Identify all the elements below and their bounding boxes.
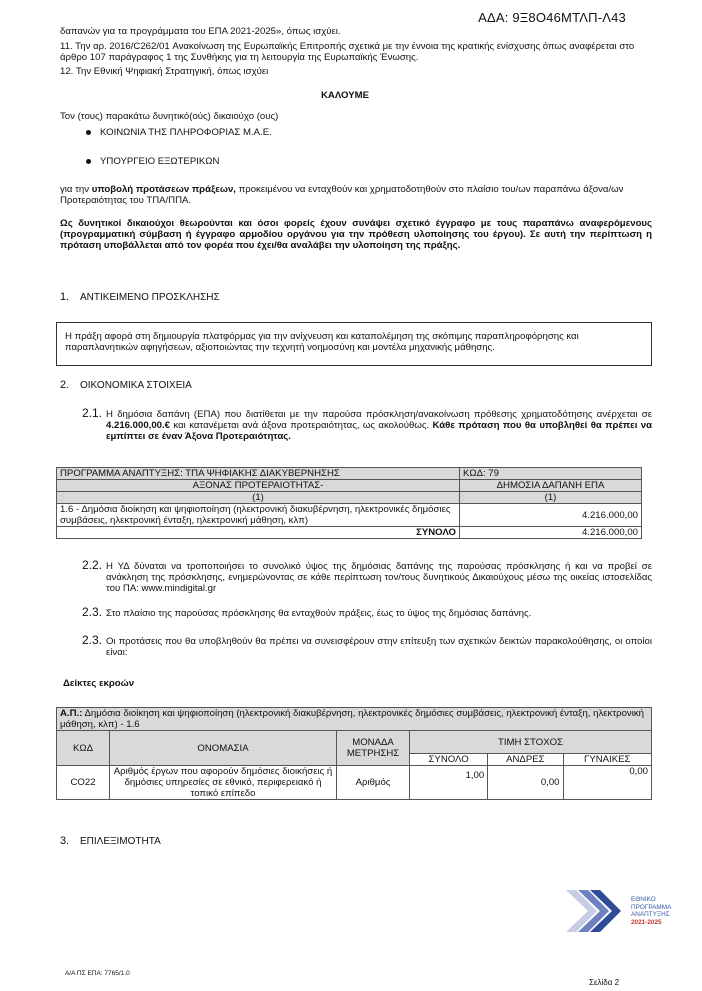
indicator-men: 0,00 — [488, 766, 563, 800]
submission-paragraph: για την υποβολή προτάσεων πράξεων, προκειμένου να ενταχθούν και χρηματοδοτηθούν στο πλαίσιο του/ων παραπάνω άξονα/ων Προτεραιότητας του ΤΠΑ/ΠΠΑ. — [60, 184, 624, 206]
recipients-intro: Τον (τους) παρακάτω δυνητικό(ούς) δικαιούχο (ους) — [60, 111, 279, 122]
section-1-heading: 1. ΑΝΤΙΚΕΙΜΕΝΟ ΠΡΟΣΚΛΗΣΗΣ — [60, 291, 220, 303]
epa-logo-text: ΕΘΝΙΚΟ ΠΡΟΓΡΑΜΜΑ ΑΝΑΠΤΥΞΗΣ 2021-2025 — [631, 896, 672, 926]
recipient-item: ΚΟΙΝΩΝΙΑ ΤΗΣ ΠΛΗΡΟΦΟΡΙΑΣ Μ.Α.Ε. — [86, 127, 272, 138]
public-expense-header: ΔΗΜΟΣΙΑ ΔΑΠΑΝΗ ΕΠΑ — [460, 480, 642, 492]
section-3-heading: 3. ΕΠΙΛΕΞΙΜΟΤΗΤΑ — [60, 835, 161, 847]
intro-line-11: 11. Την αρ. 2016/C262/01 Ανακοίνωση της Ευρωπαϊκής Επιτροπής σχετικά με την έννοια της κρατικής ενίσχυσης όπως αναφέρεται στο άρθρο 107 παράγραφος 1 της Συνθήκης για τη λειτουργία της Ευρωπαϊκής Ένωσης. — [60, 41, 635, 63]
intro-line-12: 12. Την Εθνική Ψηφιακή Στρατηγική, όπως ισχύει — [60, 66, 269, 77]
header-name: ΟΝΟΜΑΣΙΑ — [110, 731, 337, 766]
epa-logo-icon — [562, 884, 628, 938]
program-code-cell: ΚΩΔ: 79 — [460, 468, 642, 480]
subsection-2-1: 2.1. Η δημόσια δαπάνη (ΕΠΑ) που διατίθεται με την παρούσα πρόσκληση/ανακοίνωση πρόθεσης χρηματοδότησης ανέρχεται σε 4.216.000,00.€ και κατανέμεται ανά άξονα προτεραιότητας, ως ακολούθως. Κάθε πρόταση που θα υποβληθεί θα πρέπει να εμπίπτει σε έναν Άξονα Προτεραιότητας. — [82, 406, 652, 442]
subsection-2-3b: 2.3. Οι προτάσεις που θα υποβληθούν θα πρέπει να συνεισφέρουν στην επίτευξη των σχετικών δεικτών παρακολούθησης, οι οποίοι είναι: — [82, 633, 652, 658]
recipient-item: ΥΠΟΥΡΓΕΙΟ ΕΞΩΤΕΡΙΚΩΝ — [86, 156, 219, 167]
public-expense-header-num: (1) — [460, 492, 642, 504]
object-box: Η πράξη αφορά στη δημιουργία πλατφόρμας για την ανίχνευση και καταπολέμηση της σκόπιμης παραπληροφόρησης και παραπλανητικών αφηγήσεων, αξιοποιώντας την τεχνητή νοημοσύνη και μοντέλα μηχανικής μάθησης. — [56, 322, 652, 366]
ap-row: Α.Π.: Δημόσια διοίκηση και ψηφιοποίηση (ηλεκτρονική διακυβέρνηση, ηλεκτρονικές δημόσιες συμβάσεις, ηλεκτρονική ένταξη, ηλεκτρονική μάθηση, κλπ) - 1.6 — [57, 708, 652, 731]
intro-line-10: δαπανών για τα προγράμματα του ΕΠΑ 2021-2025», όπως ισχύει. — [60, 26, 341, 37]
header-women: ΓΥΝΑΙΚΕΣ — [563, 754, 652, 766]
page-number: Σελίδα 2 — [589, 978, 620, 987]
header-unit: ΜΟΝΑΔΑ ΜΕΤΡΗΣΗΣ — [337, 731, 410, 766]
recipients-list-2 — [86, 156, 219, 167]
kaloume-heading: ΚΑΛΟΥΜΕ — [321, 90, 369, 101]
beneficiaries-note: Ως δυνητικοί δικαιούχοι θεωρούνται και όσοι φορείς έχουν συνάψει σχετικό έγγραφο με τους παραπάνω αναφερόμενους (προγραμματική σύμβαση ή έγγραφο αρμοδίου οργάνου για την πρόθεση υλοποίησης του έργου). Σε αυτή την περίπτωση η πρόταση υποβάλλεται από τον φορέα που έχει/θα αναλάβει την υλοποίηση της πράξης. — [60, 218, 652, 251]
indicator-women: 0,00 — [563, 766, 652, 800]
axis-row-label: 1.6 - Δημόσια διοίκηση και ψηφιοποίηση (ηλεκτρονική διακυβέρνηση, ηλεκτρονικές δημόσιες συμβάσεις, ηλεκτρονική ένταξη, ηλεκτρονική μάθηση, κλπ) — [57, 504, 460, 527]
recipients-list — [86, 127, 272, 138]
total-value: 4.216.000,00 — [460, 527, 642, 539]
footer-reference: Α/Α ΠΣ ΕΠΑ: 7765/1.0 — [65, 970, 130, 977]
header-target: ΤΙΜΗ ΣΤΟΧΟΣ — [410, 731, 652, 754]
indicators-table — [56, 707, 652, 800]
axis-header: ΑΞΟΝΑΣ ΠΡΟΤΕΡΑΙΟΤΗΤΑΣ- — [57, 480, 460, 492]
ada-code: ΑΔΑ: 9Ξ8Ο46ΜΤΛΠ-Λ43 — [478, 10, 626, 25]
header-total: ΣΥΝΟΛΟ — [410, 754, 488, 766]
budget-table — [56, 467, 642, 539]
axis-header-num: (1) — [57, 492, 460, 504]
axis-row-value: 4.216.000,00 — [460, 504, 642, 527]
header-code: ΚΩΔ — [57, 731, 110, 766]
section-2-heading: 2. ΟΙΚΟΝΟΜΙΚΑ ΣΤΟΙΧΕΙΑ — [60, 379, 192, 391]
total-label: ΣΥΝΟΛΟ — [57, 527, 460, 539]
indicator-total: 1,00 — [410, 766, 488, 800]
subsection-2-2: 2.2. Η ΥΔ δύναται να τροποποιήσει το συνολικό ύψος της δημόσιας δαπάνης της παρούσας πρόσκλησης ή και να προβεί σε ανάκληση της πρόσκλησης, ενημερώνοντας σε κάθε περίπτωση τον/τους δυνητικούς Δικαιούχους μέσω της οικείας ιστοσελίδας του ΠΑ: www.mindigital.gr — [82, 558, 652, 594]
indicator-name: Αριθμός έργων που αφορούν δημόσιες διοικήσεις ή δημόσιες υπηρεσίες σε εθνικό, περιφερειακό ή τοπικό επίπεδο — [110, 766, 337, 800]
indicators-title: Δείκτες εκροών — [63, 678, 135, 689]
header-men: ΑΝΔΡΕΣ — [488, 754, 563, 766]
indicator-unit: Αριθμός — [337, 766, 410, 800]
indicator-code: CO22 — [57, 766, 110, 800]
subsection-2-3a: 2.3. Στο πλαίσιο της παρούσας πρόσκλησης θα ενταχθούν πράξεις, έως το ύψος της δημόσιας δαπάνης. — [82, 605, 532, 619]
program-cell: ΠΡΟΓΡΑΜΜΑ ΑΝΑΠΤΥΞΗΣ: ΤΠΑ ΨΗΦΙΑΚΗΣ ΔΙΑΚΥΒΕΡΝΗΣΗΣ — [57, 468, 460, 480]
